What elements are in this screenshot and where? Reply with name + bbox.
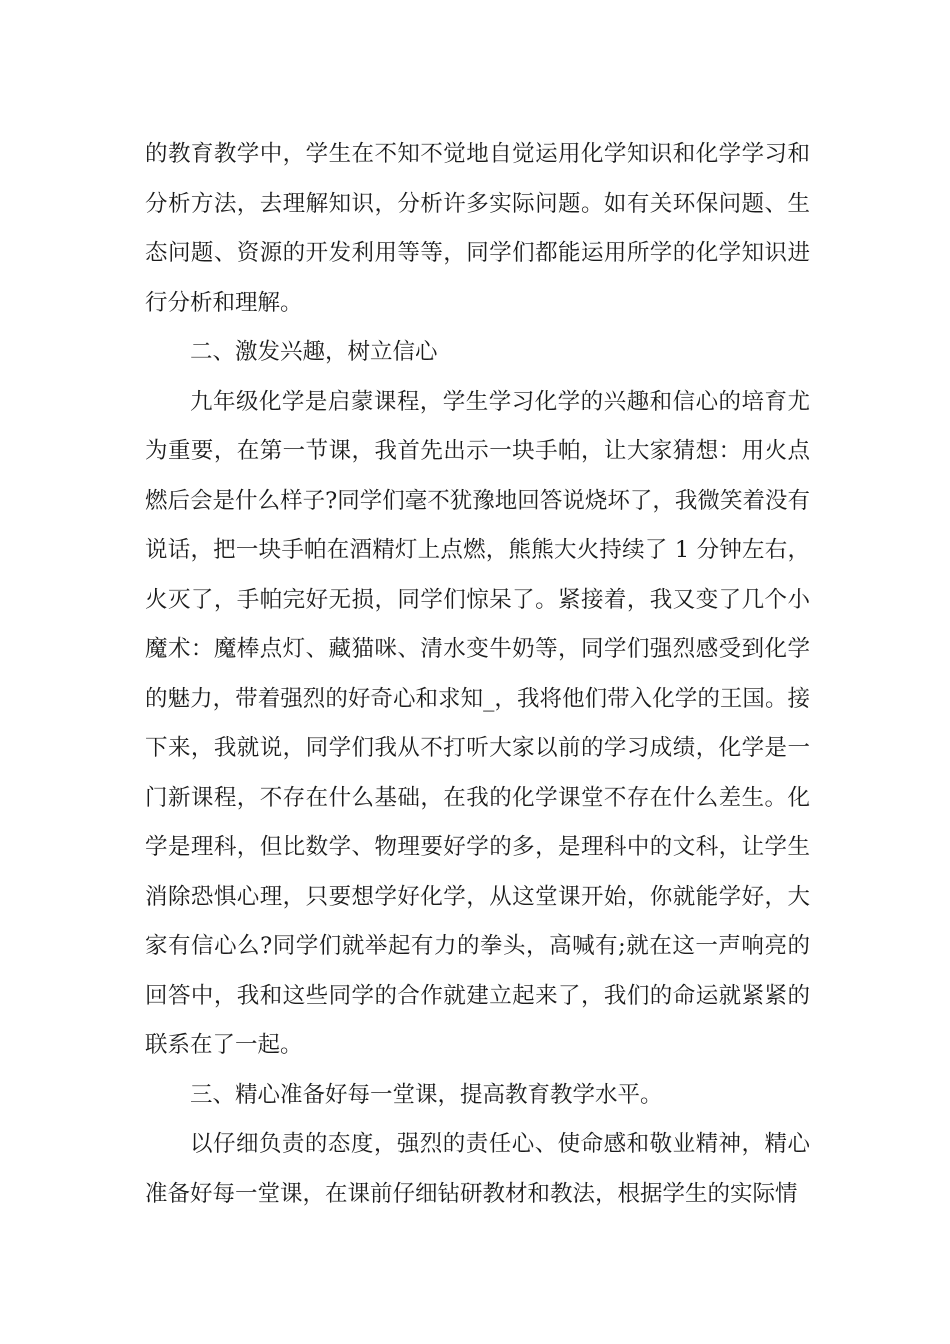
paragraph-interest: 九年级化学是启蒙课程，学生学习化学的兴趣和信心的培育尤为重要，在第一节课，我首先出示一块手帕，让大家猜想：用火点燃后会是什么样子?同学们毫不犹豫地回答说烧坏了，我微笑着没有说话，把一块手帕在酒精灯上点燃，熊熊大火持续了 1 分钟左右，火灭了，手帕完好无损，同学们惊呆了。紧接着，我又变了几个小魔术：魔棒点灯、藏猫咪、清水变牛奶等，同学们强烈感受到化学的魅力，带着强烈的好奇心和求知_，我将他们带入化学的王国。接下来，我就说，同学们我从不打听大家以前的学习成绩，化学是一门新课程，不存在什么基础，在我的化学课堂不存在什么差生。化学是理科，但比数学、物理要好学的多，是理科中的文科，让学生消除恐惧心理，只要想学好化学，从这堂课开始，你就能学好，大家有信心么?同学们就举起有力的拳头，高喊有;就在这一声响亮的回答中，我和这些同学的合作就建立起来了，我们的命运就紧紧的联系在了一起。 bbox=[145, 388, 810, 1058]
section-heading-3: 三、精心准备好每一堂课，提高教育教学水平。 bbox=[190, 1081, 663, 1108]
section-heading-2: 二、激发兴趣，树立信心 bbox=[190, 339, 438, 365]
paragraph-continuation: 的教育教学中，学生在不知不觉地自觉运用化学知识和化学学习和分析方法，去理解知识，分析许多实际问题。如有关环保问题、生态问题、资源的开发利用等等，同学们都能运用所学的化学知识进行分析和理解。 bbox=[145, 141, 810, 316]
document-body bbox=[145, 130, 810, 1219]
paragraph-preparation: 以仔细负责的态度，强烈的责任心、使命感和敬业精神，精心准备好每一堂课，在课前仔细钻研教材和教法，根据学生的实际情 bbox=[145, 1131, 810, 1207]
